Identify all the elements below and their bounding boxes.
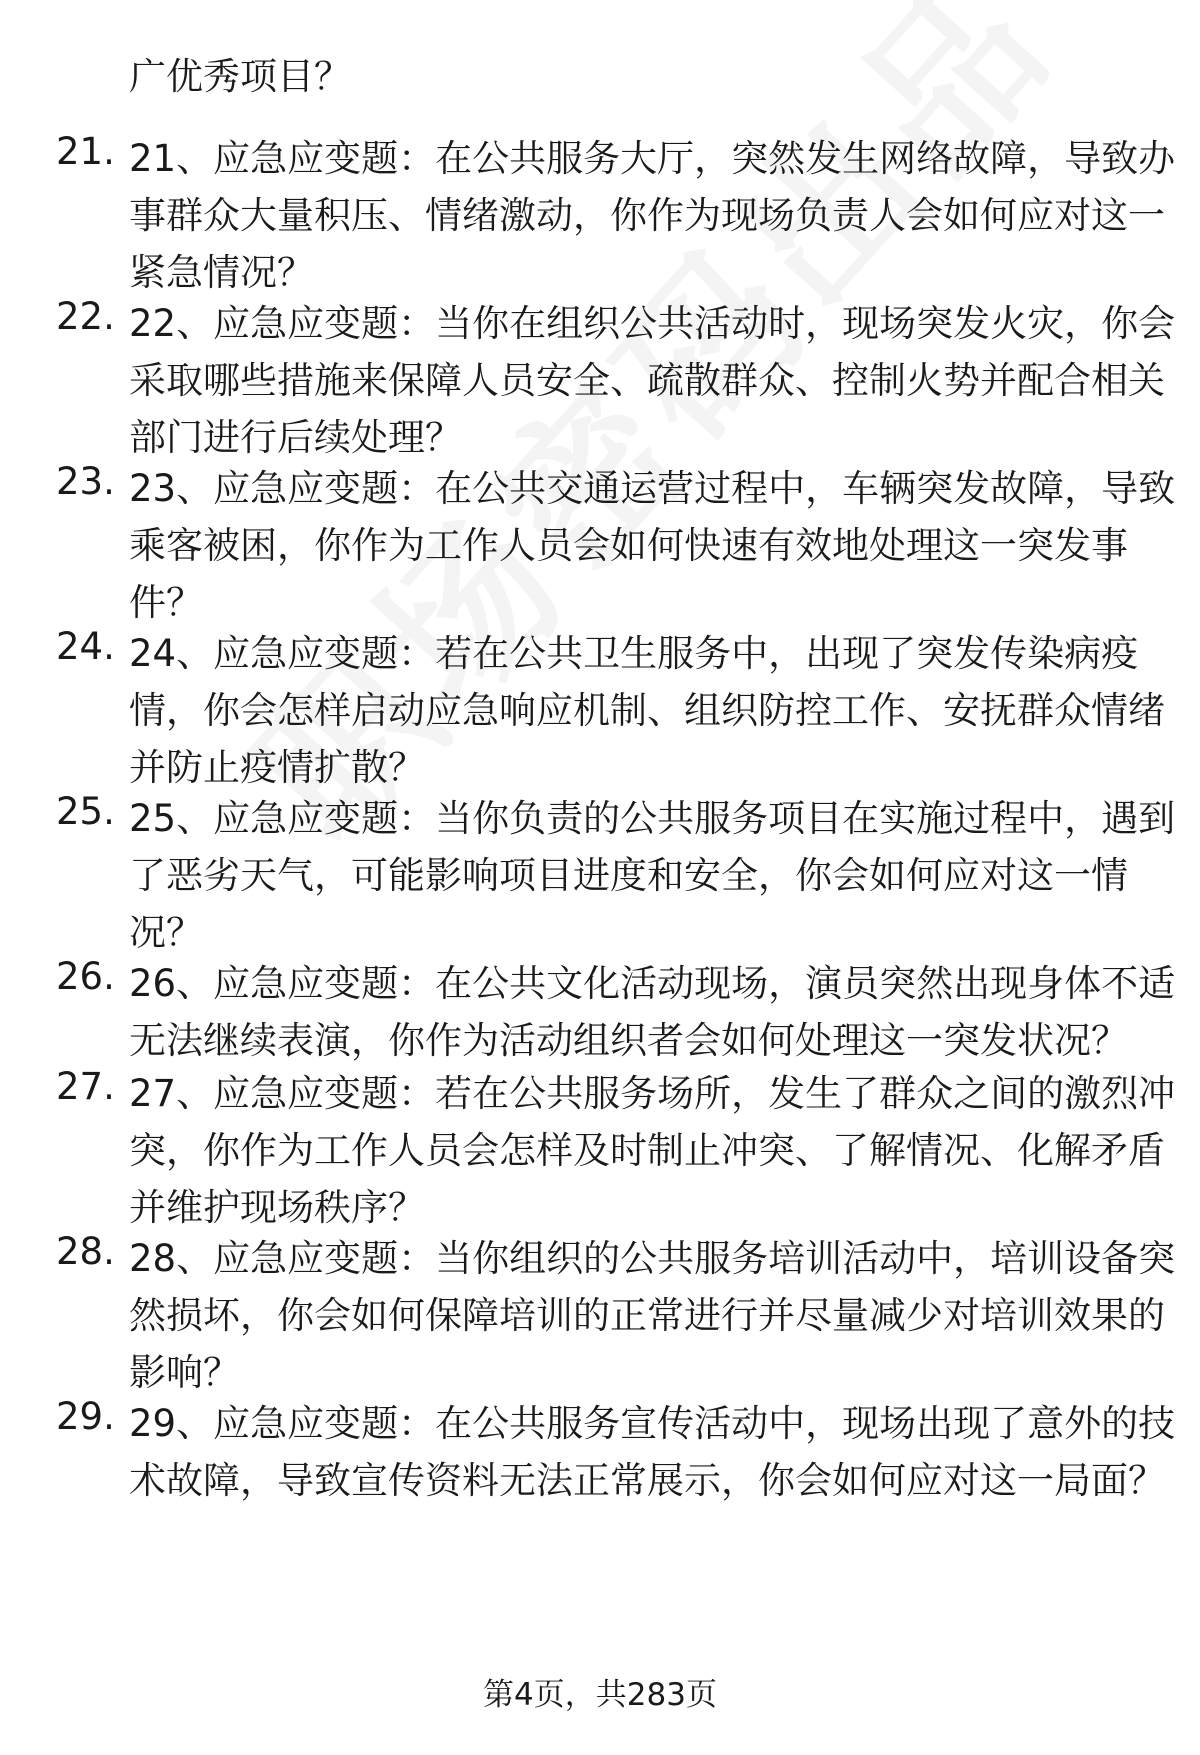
question-line: 21、应急应变题：在公共服务大厅，突然发生网络故障，导致办 (129, 137, 1176, 180)
question-line: 25、应急应变题：当你负责的公共服务项目在实施过程中，遇到 (129, 797, 1176, 840)
continuation-text: 广优秀项目？ (129, 55, 351, 98)
question-line: 23、应急应变题：在公共交通运营过程中，车辆突发故障，导致 (129, 467, 1176, 510)
question-number: 26. (56, 955, 115, 998)
question-line: 乘客被困，你作为工作人员会如何快速有效地处理这一突发事 (129, 524, 1128, 567)
question-line: 了恶劣天气，可能影响项目进度和安全，你会如何应对这一情 (129, 854, 1128, 897)
question-line: 突，你作为工作人员会怎样及时制止冲突、了解情况、化解矛盾 (129, 1129, 1165, 1172)
question-line: 并维护现场秩序？ (129, 1186, 425, 1229)
question-line: 27、应急应变题：若在公共服务场所，发生了群众之间的激烈冲 (129, 1072, 1176, 1115)
question-number: 27. (56, 1065, 115, 1108)
question-line: 并防止疫情扩散？ (129, 746, 425, 789)
question-number: 25. (56, 790, 115, 833)
question-number: 22. (56, 295, 115, 338)
question-line: 件？ (129, 581, 203, 624)
question-number: 29. (56, 1395, 115, 1438)
question-number: 24. (56, 625, 115, 668)
page-footer: 第4页，共283页 (483, 1677, 717, 1713)
question-line: 情，你会怎样启动应急响应机制、组织防控工作、安抚群众情绪 (129, 689, 1165, 732)
question-line: 况？ (129, 911, 203, 954)
question-line: 术故障，导致宣传资料无法正常展示，你会如何应对这一局面？ (129, 1459, 1165, 1502)
question-line: 紧急情况？ (129, 251, 314, 294)
question-line: 28、应急应变题：当你组织的公共服务培训活动中，培训设备突 (129, 1237, 1176, 1280)
question-line: 22、应急应变题：当你在组织公共活动时，现场突发火灾，你会 (129, 302, 1176, 345)
question-line: 部门进行后续处理？ (129, 416, 462, 459)
question-line: 然损坏，你会如何保障培训的正常进行并尽量减少对培训效果的 (129, 1294, 1165, 1337)
question-line: 29、应急应变题：在公共服务宣传活动中，现场出现了意外的技 (129, 1402, 1176, 1445)
question-line: 事群众大量积压、情绪激动，你作为现场负责人会如何应对这一 (129, 194, 1165, 237)
question-line: 无法继续表演，你作为活动组织者会如何处理这一突发状况？ (129, 1019, 1128, 1062)
question-number: 28. (56, 1230, 115, 1273)
question-line: 采取哪些措施来保障人员安全、疏散群众、控制火势并配合相关 (129, 359, 1165, 402)
question-line: 影响？ (129, 1351, 240, 1394)
question-number: 21. (56, 130, 115, 173)
question-line: 26、应急应变题：在公共文化活动现场，演员突然出现身体不适 (129, 962, 1176, 1005)
question-line: 24、应急应变题：若在公共卫生服务中，出现了突发传染病疫 (129, 632, 1139, 675)
question-number: 23. (56, 460, 115, 503)
